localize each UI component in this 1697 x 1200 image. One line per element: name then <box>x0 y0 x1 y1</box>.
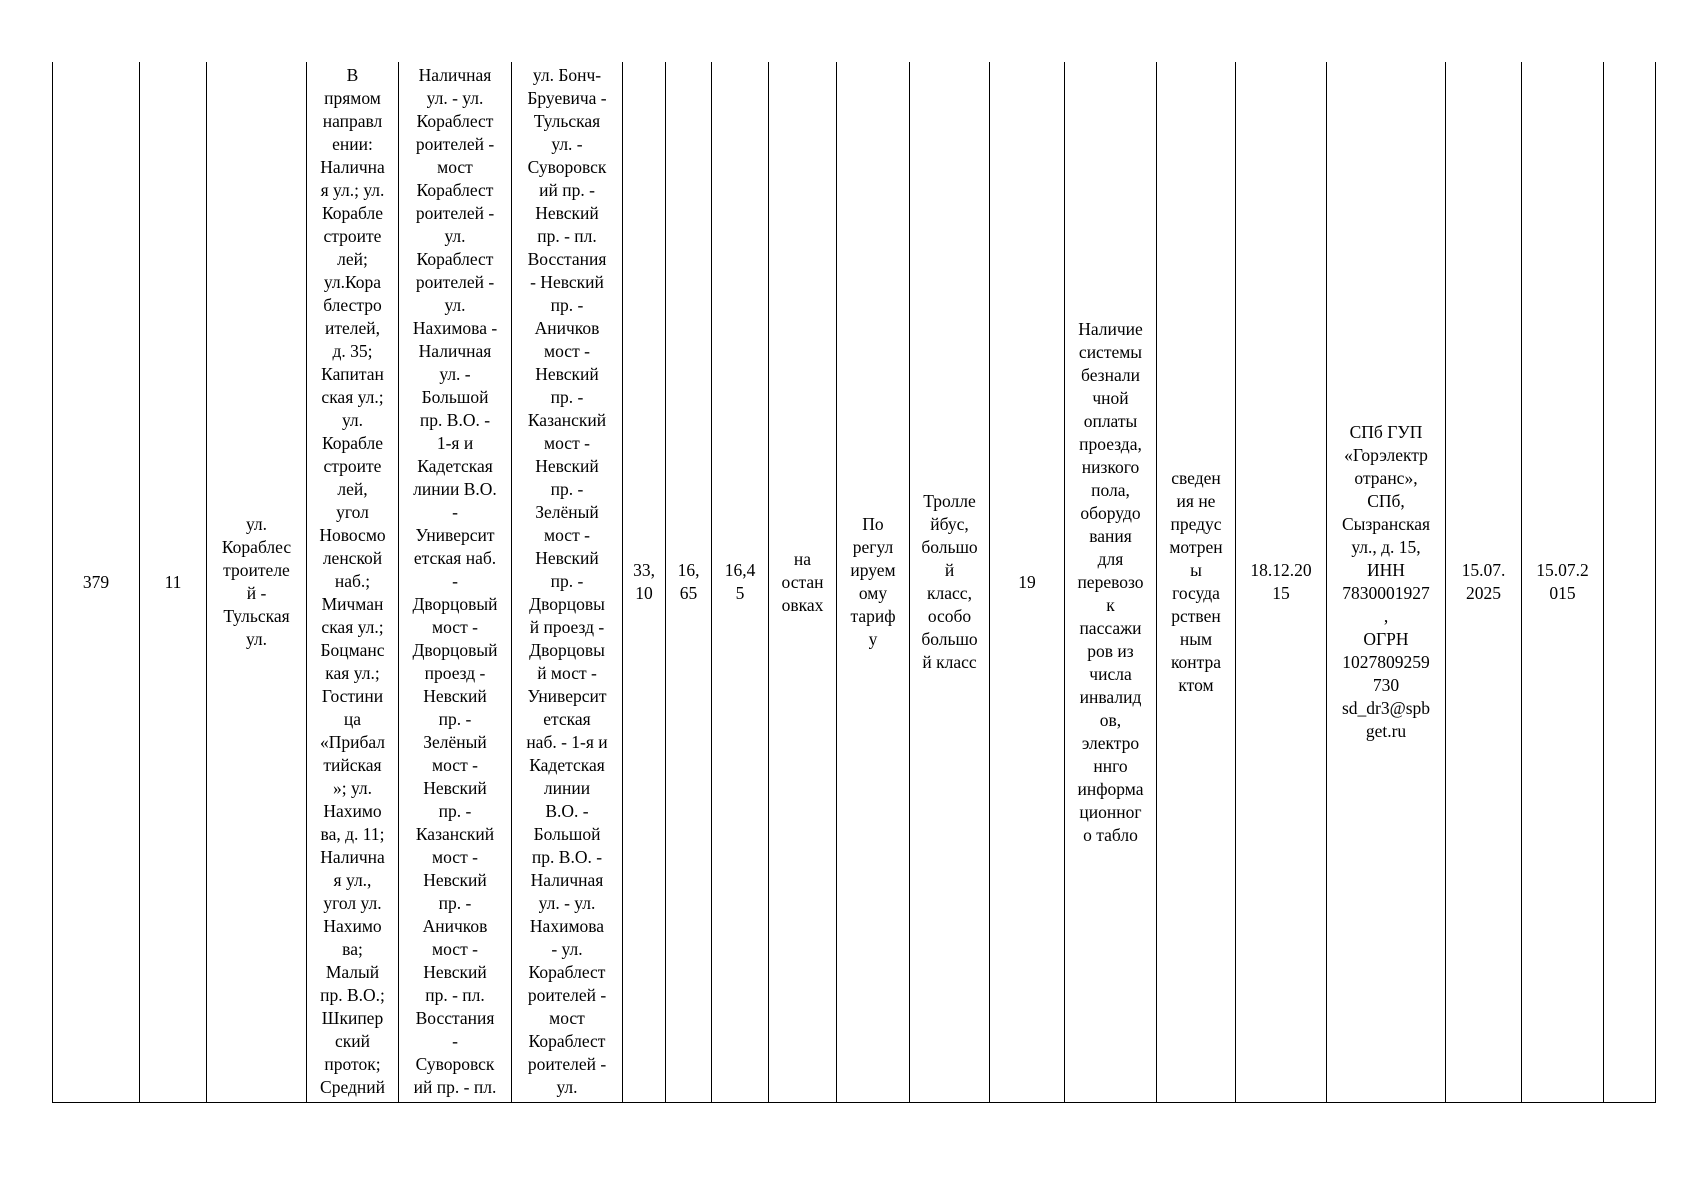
length-forward-cell: 33, 10 <box>623 62 666 1103</box>
length-total-cell: 16,4 5 <box>712 62 769 1103</box>
date-b-cell: 15.07.2 015 <box>1522 62 1604 1103</box>
row-number-cell: 379 <box>53 62 140 1103</box>
vehicle-type-cell: Тролле йбус, большо й класс, особо большо й класс <box>910 62 990 1103</box>
table-row <box>53 62 1656 1103</box>
boarding-order-cell: на остан овках <box>769 62 837 1103</box>
start-date-cell: 18.12.20 15 <box>1236 62 1327 1103</box>
vehicle-features-cell: Наличие системы безнали чной оплаты проезда, низкого пола, оборудо вания для перевозо к пассажи ров из числа инвалид ов, электро ннго информа ционног о табло <box>1065 62 1157 1103</box>
contract-info-cell: сведен ия не предус мотрен ы госуда рствен ным контра ктом <box>1157 62 1236 1103</box>
date-a-cell: 15.07. 2025 <box>1446 62 1522 1103</box>
carrier-cell: СПб ГУП «Горэлектр отранс», СПб, Сызранская ул., д. 15, ИНН 7830001927 , ОГРН 1027809259 730 sd_dr3@spb get.ru <box>1327 62 1446 1103</box>
stops-forward-cell: В прямом направл ении: Налична я ул.; ул. Корабле строите лей; ул.Кора блестро ителей, д. 35; Капитан ская ул.; ул. Корабле строите лей, угол Новосмо ленской наб.; Мичман ская ул.; Боцманс кая ул.; Гостини ца «Прибал тийская »; ул. Нахимо ва, д. 11; Налична я ул., угол ул. Нахимо ва; Малый пр. В.О.; Шкипер ский проток; Средний <box>307 62 399 1103</box>
streets-reverse-cell: ул. Бонч- Бруевича - Тульская ул. - Суворовск ий пр. - Невский пр. - пл. Восстания - Невский пр. - Аничков мост - Невский пр. - Казанский мост - Невский пр. - Зелёный мост - Невский пр. - Дворцовы й проезд - Дворцовы й мост - Университ етская наб. - 1-я и Кадетская линии В.О. - Большой пр. В.О. - Наличная ул. - ул. Нахимова - ул. Кораблест роителей - мост Кораблест роителей - ул. <box>512 62 623 1103</box>
vehicle-count-cell: 19 <box>990 62 1065 1103</box>
route-number-cell: 11 <box>140 62 207 1103</box>
route-registry-table <box>52 62 1656 1103</box>
route-name-cell: ул. Кораблес троителе й - Тульская ул. <box>207 62 307 1103</box>
extra-cell <box>1604 62 1656 1103</box>
length-reverse-cell: 16, 65 <box>666 62 712 1103</box>
streets-forward-cell: Наличная ул. - ул. Кораблест роителей - мост Кораблест роителей - ул. Кораблест роителей - ул. Нахимова - Наличная ул. - Большой пр. В.О. - 1-я и Кадетская линии В.О. - Университ етская наб. - Дворцовый мост - Дворцовый проезд - Невский пр. - Зелёный мост - Невский пр. - Казанский мост - Невский пр. - Аничков мост - Невский пр. - пл. Восстания - Суворовск ий пр. - пл. <box>399 62 512 1103</box>
fare-type-cell: По регул ируем ому тариф у <box>837 62 910 1103</box>
